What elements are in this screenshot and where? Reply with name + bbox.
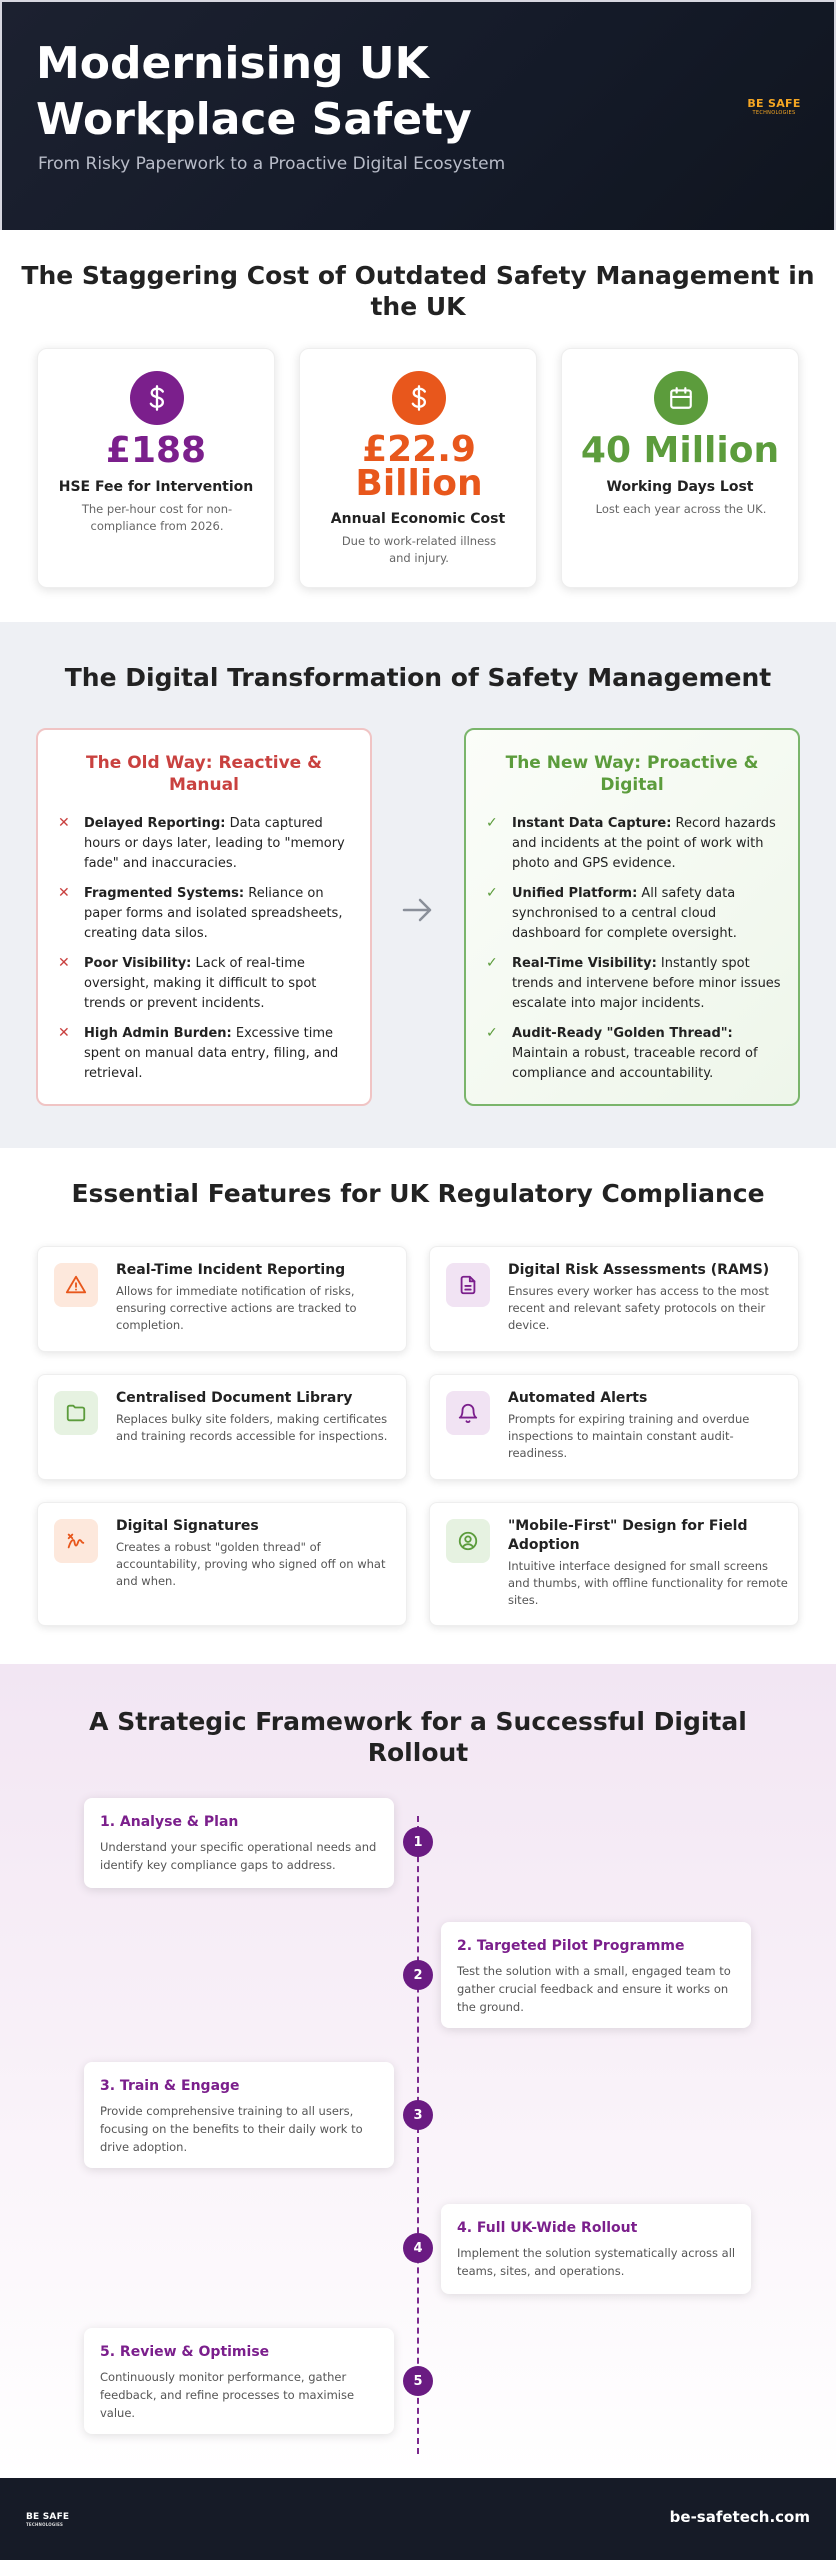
feature-description: Creates a robust "golden thread" of accountability, proving who signed off on what and when. — [116, 1540, 386, 1588]
step-number: 1 — [403, 1827, 433, 1857]
website-link[interactable]: be-safetech.com — [669, 2508, 810, 2526]
bell-icon — [446, 1391, 490, 1435]
stat-card-days-lost — [561, 348, 799, 588]
timeline-step — [84, 1798, 394, 1888]
footer-logo-name: BE SAFE — [26, 2512, 70, 2522]
step-title: 1. Analyse & Plan — [100, 1814, 239, 1830]
folder-icon — [54, 1391, 98, 1435]
brand-tagline: TECHNOLOGIES — [752, 110, 796, 116]
step-title: 2. Targeted Pilot Programme — [457, 1938, 685, 1954]
page-title: Modernising UK Workplace Safety — [36, 38, 472, 145]
cross-icon: ✕ — [58, 955, 70, 971]
page-subtitle: From Risky Paperwork to a Proactive Digital Ecosystem — [38, 154, 506, 174]
brand-name: BE SAFE — [747, 97, 801, 110]
step-description: Test the solution with a small, engaged team to gather crucial feedback and ensure it works on the ground. — [457, 1964, 731, 2014]
features-section — [0, 1148, 836, 1664]
check-icon: ✓ — [486, 885, 498, 901]
check-icon: ✓ — [486, 815, 498, 831]
brand-logo — [744, 98, 804, 117]
feature-description: Intuitive interface designed for small screens and thumbs, with offline functionality for remote sites. — [508, 1559, 788, 1607]
cross-icon: ✕ — [58, 885, 70, 901]
feature-description: Replaces bulky site folders, making certificates and training records accessible for inspections. — [116, 1412, 388, 1443]
calendar-icon — [654, 371, 708, 425]
warning-icon — [54, 1263, 98, 1307]
cross-icon: ✕ — [58, 815, 70, 831]
feature-card-document-library — [37, 1374, 407, 1480]
new-way-title: The New Way: Proactive & Digital — [505, 753, 759, 795]
feature-card-risk-assessments — [429, 1246, 799, 1352]
stat-value: 40 Million — [580, 430, 780, 471]
list-item-text: Audit-Ready "Golden Thread": Maintain a robust, traceable record of compliance and accountability. — [512, 1026, 758, 1081]
step-title: 3. Train & Engage — [100, 2078, 240, 2094]
feature-title: Real-Time Incident Reporting — [116, 1262, 346, 1278]
list-item-text: Real-Time Visibility: Instantly spot trends and intervene before minor issues escalate into major incidents. — [512, 956, 781, 1011]
step-title: 4. Full UK-Wide Rollout — [457, 2220, 638, 2236]
feature-card-digital-signatures — [37, 1502, 407, 1626]
feature-card-mobile-first — [429, 1502, 799, 1626]
list-item-text: Poor Visibility: Lack of real-time oversight, making it difficult to spot trends or prevent incidents. — [84, 956, 317, 1011]
stat-description: The per-hour cost for non-compliance from 2026. — [81, 502, 233, 533]
user-circle-icon — [446, 1519, 490, 1563]
stat-card-economic-cost — [299, 348, 537, 588]
feature-title: "Mobile-First" Design for Field Adoption — [508, 1518, 748, 1553]
pound-icon — [130, 371, 184, 425]
check-icon: ✓ — [486, 955, 498, 971]
footer — [0, 2478, 836, 2560]
timeline-step — [441, 1922, 751, 2028]
list-item-text: Delayed Reporting: Data captured hours or days later, leading to "memory fade" and inaccuracies. — [84, 816, 345, 871]
new-way-card — [464, 728, 800, 1106]
timeline-line — [417, 1816, 419, 2454]
transformation-section-title: The Digital Transformation of Safety Management — [64, 663, 772, 692]
step-number: 4 — [403, 2233, 433, 2263]
signature-icon — [54, 1519, 98, 1563]
timeline-step — [84, 2062, 394, 2168]
framework-section — [0, 1664, 836, 2478]
step-description: Understand your specific operational needs and identify key compliance gaps to address. — [100, 1840, 377, 1872]
header — [0, 0, 836, 230]
stat-label: Working Days Lost — [606, 479, 754, 495]
feature-title: Digital Risk Assessments (RAMS) — [508, 1262, 770, 1278]
step-title: 5. Review & Optimise — [100, 2344, 270, 2360]
feature-card-incident-reporting — [37, 1246, 407, 1352]
stat-description: Lost each year across the UK. — [595, 502, 767, 516]
stat-label: Annual Economic Cost — [330, 511, 506, 527]
stat-value: £188 — [105, 430, 207, 471]
stat-description: Due to work-related illness and injury. — [341, 534, 497, 565]
cost-section-title: The Staggering Cost of Outdated Safety Management in the UK — [21, 261, 815, 321]
step-number: 2 — [403, 1960, 433, 1990]
feature-title: Automated Alerts — [508, 1390, 648, 1406]
cost-section — [0, 230, 836, 622]
feature-description: Ensures every worker has access to the most recent and relevant safety protocols on their device. — [508, 1284, 769, 1332]
pound-icon — [392, 371, 446, 425]
footer-logo-tagline: TECHNOLOGIES — [26, 2522, 64, 2527]
step-description: Implement the solution systematically across all teams, sites, and operations. — [457, 2246, 736, 2278]
list-item-text: Instant Data Capture: Record hazards and incidents at the point of work with photo and GPS evidence. — [512, 816, 776, 871]
cross-icon: ✕ — [58, 1025, 70, 1041]
step-number: 3 — [403, 2100, 433, 2130]
stat-value: £22.9 Billion — [355, 429, 483, 504]
old-way-title: The Old Way: Reactive & Manual — [86, 753, 322, 795]
document-icon — [446, 1263, 490, 1307]
step-description: Provide comprehensive training to all users, focusing on the benefits to their daily work to drive adoption. — [100, 2104, 363, 2154]
arrow-right-icon — [398, 894, 438, 930]
step-number: 5 — [403, 2366, 433, 2396]
feature-title: Centralised Document Library — [116, 1390, 353, 1406]
timeline-step — [84, 2328, 394, 2434]
feature-title: Digital Signatures — [116, 1518, 259, 1534]
step-description: Continuously monitor performance, gather feedback, and refine processes to maximise value. — [100, 2370, 355, 2420]
feature-description: Prompts for expiring training and overdue inspections to maintain constant audit-readiness. — [508, 1412, 750, 1460]
check-icon: ✓ — [486, 1025, 498, 1041]
footer-logo — [26, 2512, 69, 2527]
timeline-step — [441, 2204, 751, 2294]
feature-description: Allows for immediate notification of risks, ensuring corrective actions are tracked to completion. — [116, 1284, 357, 1332]
features-section-title: Essential Features for UK Regulatory Compliance — [71, 1179, 765, 1208]
stat-card-hse-fee — [37, 348, 275, 588]
list-item-text: Fragmented Systems: Reliance on paper forms and isolated spreadsheets, creating data silos. — [84, 886, 343, 941]
framework-section-title: A Strategic Framework for a Successful Digital Rollout — [89, 1707, 747, 1767]
old-way-card — [36, 728, 372, 1106]
transformation-section — [0, 622, 836, 1148]
list-item-text: Unified Platform: All safety data synchronised to a central cloud dashboard for complete oversight. — [512, 886, 737, 941]
list-item-text: High Admin Burden: Excessive time spent on manual data entry, filing, and retrieval. — [84, 1026, 339, 1081]
feature-card-automated-alerts — [429, 1374, 799, 1480]
stat-label: HSE Fee for Intervention — [58, 479, 254, 495]
